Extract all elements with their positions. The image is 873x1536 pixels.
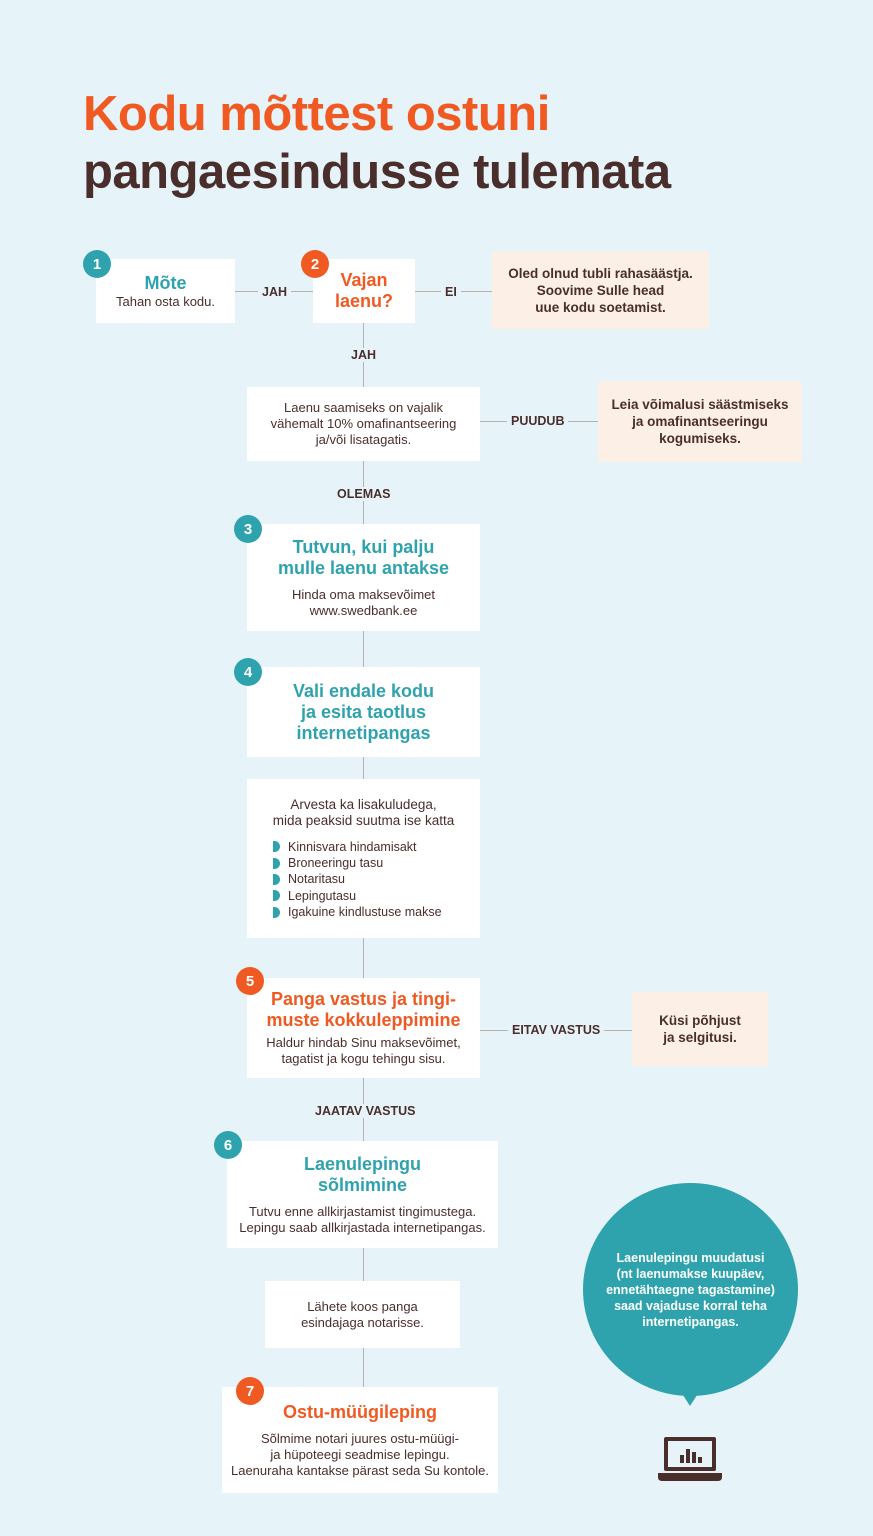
step-4-heading-line1: Vali endale kodu [292,680,435,701]
extra-costs-intro-line2: mida peaksid suutma ise katta [272,812,455,828]
step-3-heading-line2: mulle laenu antakse [277,557,450,578]
step-5-number-badge: 5 [236,967,264,995]
step-7-text-line1: Sõlmime notari juures ostu-müügi- [261,1430,459,1446]
find-savings-line2: ja omafinantseeringu [632,414,768,429]
label-jah-1: JAH [258,285,291,299]
notary-line1: Lähete koos panga [307,1298,418,1314]
half-circle-bullet-icon [273,841,280,852]
step-5-heading-line2: muste kokkuleppimine [266,1010,461,1030]
step-5-heading-line1: Panga vastus ja tingi- [270,989,457,1009]
ask-reason-line2: ja selgitusi. [663,1030,737,1045]
step-4-number-badge: 4 [234,658,262,686]
bubble-line5: internetipangas. [642,1314,739,1329]
list-item: Broneeringu tasu [273,855,442,871]
find-savings-line1: Leia võimalusi säästmiseks [611,397,789,412]
savings-done-line2: Soovime Sulle head [536,282,665,298]
notary-line2: esindajaga notarisse. [301,1314,424,1330]
step-1-box [96,259,235,323]
step-6-box [227,1141,498,1248]
label-jaatav-vastus: JAATAV VASTUS [311,1104,419,1118]
extra-costs-box [247,779,480,938]
step-1-number-badge: 1 [83,250,111,278]
step-5-text-line2: tagatist ja kogu tehingu sisu. [281,1051,446,1066]
ask-reason-box [632,992,768,1066]
step-2-number-badge: 2 [301,250,329,278]
label-olemas: OLEMAS [333,487,394,501]
step-4-heading-line3: internetipangas [296,722,431,743]
half-circle-bullet-icon [273,874,280,885]
list-item: Igakuine kindlustuse makse [273,904,442,920]
step-2-box [313,259,415,323]
step-3-box [247,524,480,631]
step-1-text: Tahan osta kodu. [115,293,216,309]
step-7-box [222,1387,498,1493]
bubble-line1: Laenulepingu muudatusi [616,1250,765,1265]
list-item: Notaritasu [273,871,442,887]
half-circle-bullet-icon [273,907,280,918]
step-3-text-line1: Hinda oma maksevõimet [291,586,436,602]
step-4-box [247,667,480,757]
step-5-box [247,978,480,1078]
bubble-line3: ennetähtaegne tagastamine) [606,1282,775,1297]
savings-done-line3: uue kodu soetamist. [535,299,666,315]
half-circle-bullet-icon [273,858,280,869]
list-item: Kinnisvara hindamisakt [273,839,442,855]
connector-line [363,757,364,779]
down-payment-box [247,387,480,461]
step-2-heading-line2: laenu? [334,291,393,311]
step-6-text-line1: Tutvu enne allkirjastamist tingimustega. [248,1203,477,1219]
label-ei: EI [441,285,461,299]
step-6-text-line2: Lepingu saab allkirjastada internetipangas. [239,1219,486,1235]
step-5-text-line1: Haldur hindab Sinu maksevõimet, [266,1035,461,1050]
label-jah-2: JAH [347,348,380,362]
step-3-link[interactable]: www.swedbank.ee [309,602,418,618]
step-6-number-badge: 6 [214,1131,242,1159]
find-savings-line3: kogumiseks. [659,431,741,446]
step-2-heading-line1: Vajan [340,270,388,290]
laptop-chart-icon [658,1435,722,1483]
notary-box [265,1281,460,1348]
step-7-text-line3: Laenuraha kantakse pärast seda Su kontole. [230,1462,489,1478]
bubble-line4: saad vajaduse korral teha [614,1298,767,1313]
savings-done-line1: Oled olnud tubli rahasäästja. [508,265,693,281]
find-savings-box [598,381,802,462]
down-payment-line2: vähemalt 10% omafinantseering [270,416,457,431]
step-7-heading: Ostu-müügileping [283,1401,437,1422]
ask-reason-line1: Küsi põhjust [659,1013,741,1028]
step-7-number-badge: 7 [236,1377,264,1405]
page-title-line1: Kodu mõttest ostuni [83,87,550,141]
savings-done-box [492,251,709,329]
label-eitav-vastus: EITAV VASTUS [508,1023,604,1037]
list-item: Lepingutasu [273,888,442,904]
connector-line [363,1248,364,1281]
step-4-heading-line2: ja esita taotlus [300,701,427,722]
step-3-number-badge: 3 [234,515,262,543]
half-circle-bullet-icon [273,890,280,901]
speech-bubble-tail [672,1378,708,1408]
page-title-line2: pangaesindusse tulemata [83,145,671,199]
bubble-line2: (nt laenumakse kuupäev, [616,1266,765,1281]
step-1-heading: Mõte [144,272,187,293]
step-6-heading-line2: sõlmimine [317,1174,408,1195]
step-3-heading-line1: Tutvun, kui palju [292,536,435,557]
down-payment-line3: ja/või lisatagatis. [315,432,412,447]
connector-line [363,631,364,667]
down-payment-line1: Laenu saamiseks on vajalik [284,400,443,415]
extra-costs-list [273,839,442,920]
connector-line [363,938,364,978]
speech-bubble [583,1183,798,1396]
connector-line [363,1348,364,1387]
label-puudub: PUUDUB [507,414,568,428]
extra-costs-intro-line1: Arvesta ka lisakuludega, [290,796,437,812]
step-6-heading-line1: Laenulepingu [304,1153,421,1174]
step-7-text-line2: ja hüpoteegi seadmise lepingu. [270,1446,450,1462]
